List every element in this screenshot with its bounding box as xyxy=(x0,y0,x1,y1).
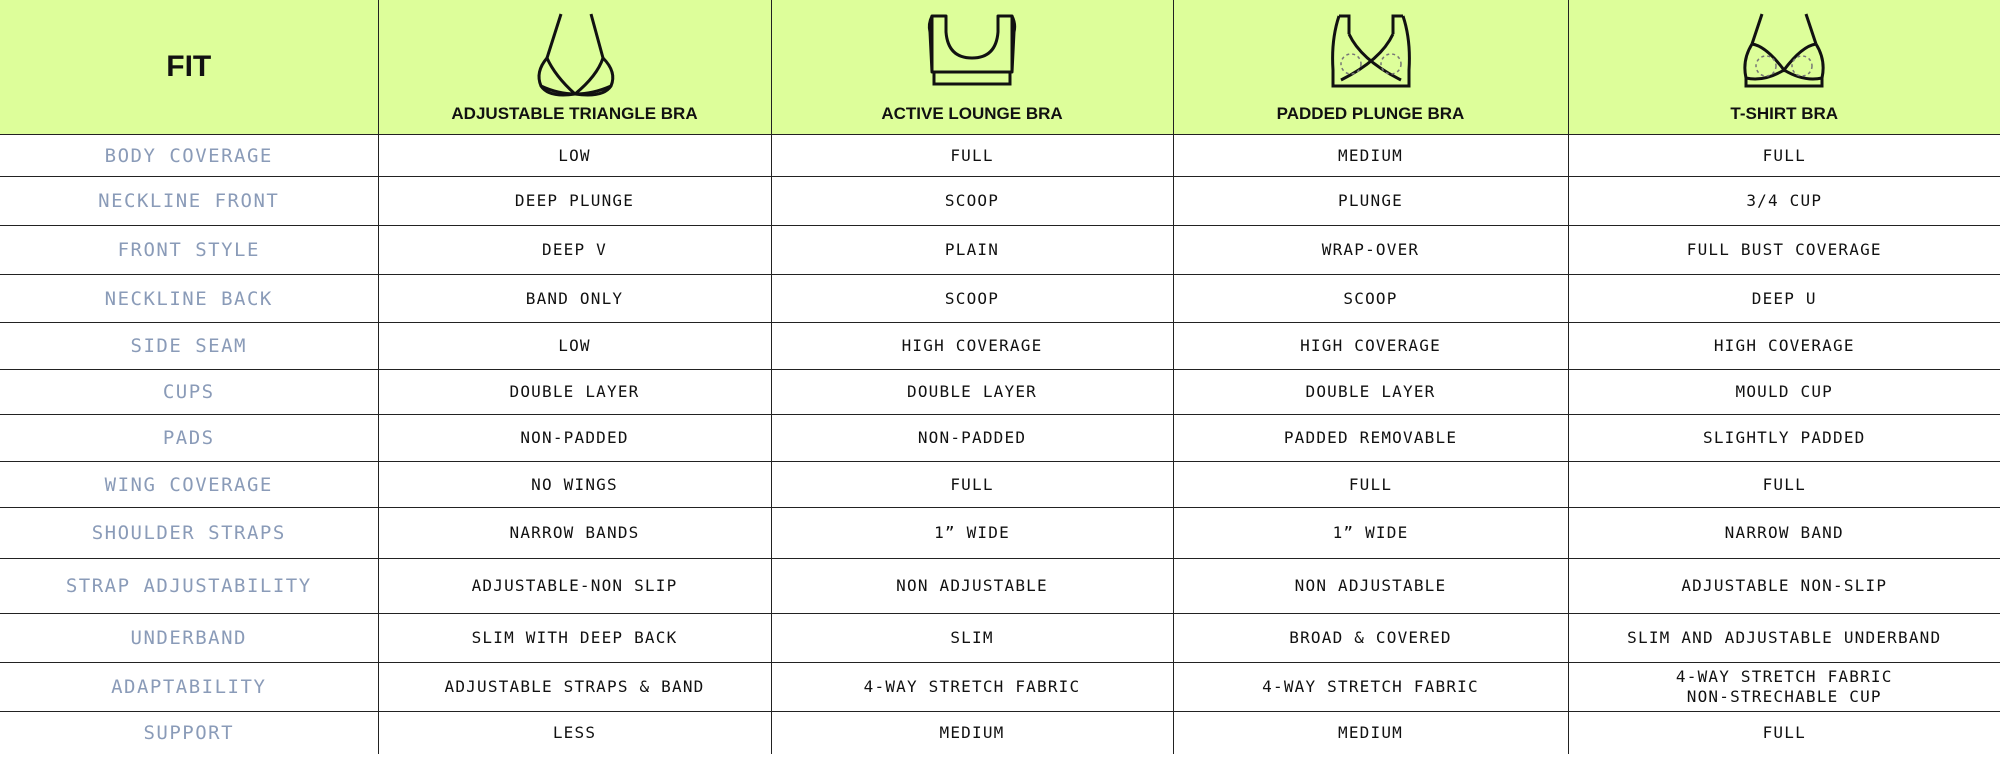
table-row xyxy=(0,712,2000,754)
value-cell xyxy=(771,177,1173,226)
cell-value: SCOOP xyxy=(944,288,1000,308)
triangle-bra-icon xyxy=(525,10,625,102)
product-name-lounge: ACTIVE LOUNGE BRA xyxy=(881,104,1063,123)
row-label-cell xyxy=(0,275,378,323)
value-cell xyxy=(1568,415,2000,462)
value-cell xyxy=(771,663,1173,712)
plunge-bra-icon xyxy=(1321,10,1421,102)
cell-value: PLUNGE xyxy=(1338,191,1403,210)
cell-value: DEEP V xyxy=(542,240,607,259)
table-row xyxy=(0,508,2000,559)
cell-value: 4-WAY STRETCH FABRIC xyxy=(1262,677,1479,696)
value-cell xyxy=(771,559,1173,614)
fit-title: FIT xyxy=(166,50,212,83)
row-label: CUPS xyxy=(162,381,215,403)
value-cell xyxy=(1173,177,1568,226)
cell-value: NON-PADDED xyxy=(917,428,1027,447)
product-name-plunge: PADDED PLUNGE BRA xyxy=(1276,104,1465,123)
fit-title-cell xyxy=(0,0,378,135)
value-cell xyxy=(771,135,1173,177)
value-cell xyxy=(771,415,1173,462)
cell-value-line: 4-WAY STRETCH FABRIC xyxy=(1675,667,1893,686)
value-cell xyxy=(1173,135,1568,177)
value-cell xyxy=(771,275,1173,323)
row-label: ADAPTABILITY xyxy=(111,676,267,698)
cell-value: HIGH COVERAGE xyxy=(1300,336,1441,355)
product-header-lounge xyxy=(771,0,1173,135)
cell-value: 3/4 CUP xyxy=(1746,191,1823,210)
row-label-cell xyxy=(0,559,378,614)
table-row xyxy=(0,177,2000,226)
value-cell xyxy=(1568,370,2000,415)
value-cell xyxy=(1568,177,2000,226)
row-label-cell xyxy=(0,712,378,754)
value-cell xyxy=(378,370,771,415)
cell-value: ADJUSTABLE NON-SLIP xyxy=(1681,576,1888,595)
cell-value: LOW xyxy=(558,336,591,355)
cell-value: ADJUSTABLE STRAPS & BAND xyxy=(444,677,705,696)
value-cell xyxy=(1173,712,1568,754)
cell-value: SLIGHTLY PADDED xyxy=(1703,428,1866,447)
cell-value-line: NON-STRECHABLE CUP xyxy=(1686,687,1882,706)
value-cell xyxy=(378,415,771,462)
row-label: NECKLINE FRONT xyxy=(98,190,280,212)
value-cell xyxy=(378,226,771,275)
value-cell xyxy=(1568,462,2000,508)
row-label: NECKLINE BACK xyxy=(104,287,273,310)
row-label: BODY COVERAGE xyxy=(104,144,273,167)
cell-value: PADDED REMOVABLE xyxy=(1283,428,1458,447)
cell-value: MEDIUM xyxy=(939,722,1005,742)
cell-value: DEEP U xyxy=(1751,288,1817,308)
lounge-bra-icon xyxy=(922,10,1022,102)
value-cell xyxy=(1568,226,2000,275)
value-cell xyxy=(378,275,771,323)
product-name-tshirt: T-SHIRT BRA xyxy=(1730,104,1839,123)
value-cell xyxy=(771,323,1173,370)
cell-value: NON-PADDED xyxy=(520,428,629,447)
row-label: UNDERBAND xyxy=(130,627,247,649)
cell-value: FULL xyxy=(1762,145,1806,165)
value-cell xyxy=(378,462,771,508)
value-cell xyxy=(378,508,771,559)
value-cell xyxy=(1568,712,2000,754)
cell-value: LOW xyxy=(558,145,591,165)
value-cell xyxy=(1173,415,1568,462)
table-body xyxy=(0,135,2000,754)
cell-value: FULL xyxy=(1762,722,1806,742)
cell-value: NO WINGS xyxy=(531,474,618,494)
value-cell xyxy=(378,712,771,754)
table-row xyxy=(0,559,2000,614)
row-label-cell xyxy=(0,135,378,177)
cell-value: FULL xyxy=(1762,474,1806,494)
table-row xyxy=(0,462,2000,508)
value-cell xyxy=(1173,323,1568,370)
cell-value: NARROW BAND xyxy=(1724,523,1844,542)
cell-value: MOULD CUP xyxy=(1735,382,1833,401)
row-label: WING COVERAGE xyxy=(104,473,273,496)
value-cell xyxy=(771,712,1173,754)
row-label-cell xyxy=(0,370,378,415)
value-cell xyxy=(1568,614,2000,663)
value-cell xyxy=(771,508,1173,559)
value-cell xyxy=(771,462,1173,508)
value-cell xyxy=(1173,226,1568,275)
row-label-cell xyxy=(0,614,378,663)
cell-value: BROAD & COVERED xyxy=(1289,628,1452,647)
table-row xyxy=(0,323,2000,370)
table-row xyxy=(0,415,2000,462)
cell-value: LESS xyxy=(552,722,597,742)
row-label: PADS xyxy=(162,427,215,449)
cell-value: 1” WIDE xyxy=(1332,523,1409,542)
product-header-plunge xyxy=(1173,0,1568,135)
cell-value: ADJUSTABLE-NON SLIP xyxy=(471,576,678,595)
table-row xyxy=(0,663,2000,712)
row-label: FRONT STYLE xyxy=(117,239,260,261)
cell-value: FULL xyxy=(950,474,994,494)
row-label: SHOULDER STRAPS xyxy=(91,522,286,544)
cell-value: SLIM xyxy=(950,628,994,647)
cell-value: SCOOP xyxy=(1343,288,1398,308)
value-cell xyxy=(1568,663,2000,712)
value-cell xyxy=(378,614,771,663)
row-label: SUPPORT xyxy=(143,721,235,744)
cell-value: NON ADJUSTABLE xyxy=(896,576,1048,595)
tshirt-bra-icon xyxy=(1734,10,1834,102)
cell-value xyxy=(1569,667,2000,707)
value-cell xyxy=(1568,135,2000,177)
cell-value: DOUBLE LAYER xyxy=(509,382,640,401)
cell-value: FULL BUST COVERAGE xyxy=(1686,240,1882,259)
table-row xyxy=(0,370,2000,415)
table-row xyxy=(0,275,2000,323)
row-label: STRAP ADJUSTABILITY xyxy=(65,575,312,597)
cell-value: 1” WIDE xyxy=(934,523,1010,542)
value-cell xyxy=(771,370,1173,415)
value-cell xyxy=(1568,559,2000,614)
row-label-cell xyxy=(0,177,378,226)
value-cell xyxy=(378,559,771,614)
product-header-triangle xyxy=(378,0,771,135)
table-row xyxy=(0,226,2000,275)
value-cell xyxy=(1568,508,2000,559)
cell-value: FULL xyxy=(1348,474,1393,494)
value-cell xyxy=(1568,275,2000,323)
value-cell xyxy=(771,226,1173,275)
cell-value: SLIM AND ADJUSTABLE UNDERBAND xyxy=(1627,628,1942,647)
value-cell xyxy=(378,177,771,226)
value-cell xyxy=(1173,663,1568,712)
cell-value: DOUBLE LAYER xyxy=(907,382,1037,401)
cell-value: 4-WAY STRETCH FABRIC xyxy=(863,677,1081,696)
cell-value: MEDIUM xyxy=(1338,145,1403,165)
product-name-triangle: ADJUSTABLE TRIANGLE BRA xyxy=(451,104,698,123)
row-label-cell xyxy=(0,663,378,712)
cell-value: NON ADJUSTABLE xyxy=(1294,576,1447,595)
value-cell xyxy=(1173,275,1568,323)
product-header-tshirt xyxy=(1568,0,2000,135)
value-cell xyxy=(378,663,771,712)
cell-value: SCOOP xyxy=(944,191,1000,210)
value-cell xyxy=(771,614,1173,663)
cell-value: HIGH COVERAGE xyxy=(901,336,1043,355)
cell-value: DOUBLE LAYER xyxy=(1305,382,1436,401)
value-cell xyxy=(1173,370,1568,415)
header-row xyxy=(0,0,2000,135)
value-cell xyxy=(1568,323,2000,370)
value-cell xyxy=(378,135,771,177)
cell-value: HIGH COVERAGE xyxy=(1713,336,1855,355)
value-cell xyxy=(1173,508,1568,559)
row-label-cell xyxy=(0,415,378,462)
cell-value: NARROW BANDS xyxy=(509,523,640,542)
cell-value: FULL xyxy=(950,145,994,165)
row-label-cell xyxy=(0,508,378,559)
row-label-cell xyxy=(0,323,378,370)
row-label: SIDE SEAM xyxy=(130,335,247,357)
cell-value: DEEP PLUNGE xyxy=(514,191,635,210)
value-cell xyxy=(1173,462,1568,508)
row-label-cell xyxy=(0,462,378,508)
cell-value: BAND ONLY xyxy=(525,288,624,308)
value-cell xyxy=(1173,559,1568,614)
value-cell xyxy=(378,323,771,370)
table-row xyxy=(0,135,2000,177)
cell-value: SLIM WITH DEEP BACK xyxy=(471,628,678,647)
table-row xyxy=(0,614,2000,663)
value-cell xyxy=(1173,614,1568,663)
cell-value: WRAP-OVER xyxy=(1321,240,1420,259)
cell-value: PLAIN xyxy=(944,240,1000,259)
row-label-cell xyxy=(0,226,378,275)
cell-value: MEDIUM xyxy=(1338,722,1403,742)
